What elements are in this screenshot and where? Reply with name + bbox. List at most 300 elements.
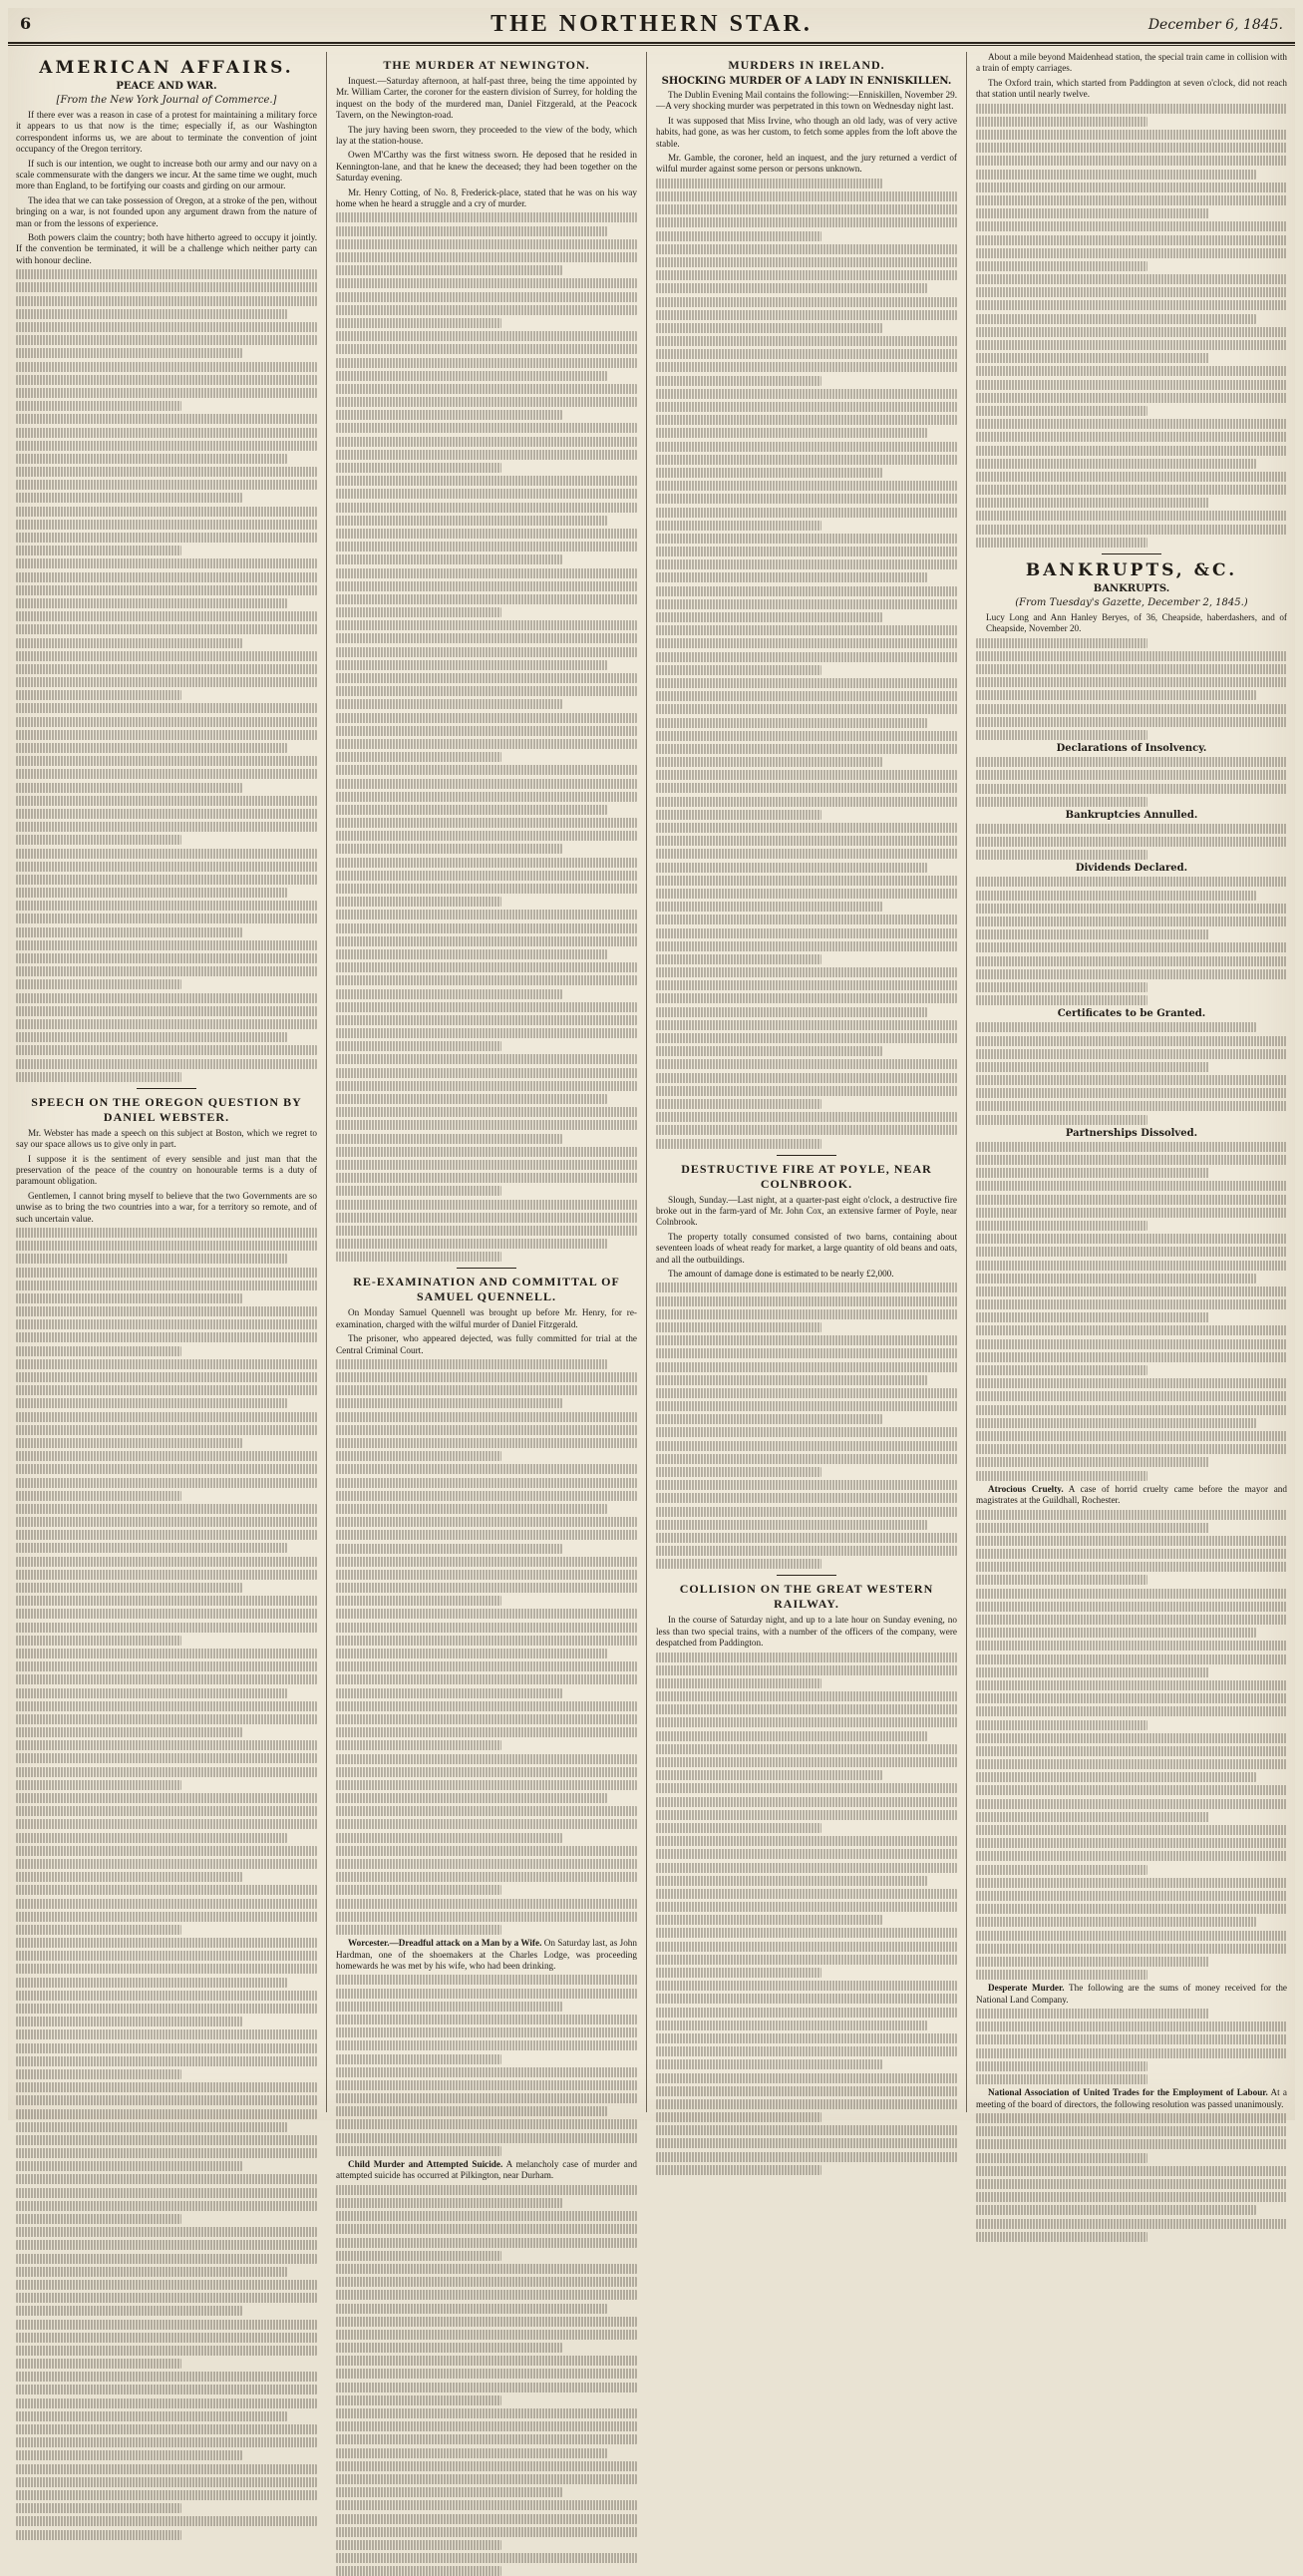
text-line <box>656 1889 957 1899</box>
text-line <box>656 468 882 478</box>
text-line <box>16 966 317 976</box>
text-line <box>976 638 1147 648</box>
article-heading: DESTRUCTIVE FIRE AT POYLE, NEAR COLNBROOK. <box>681 1161 932 1191</box>
text-line <box>336 2383 637 2392</box>
text-line <box>656 1665 957 1675</box>
text-line <box>336 1975 637 1985</box>
paragraph: Mr. Webster has made a speech on this subject at Boston, which we regret to say our space allows us to give only in part. <box>16 1127 317 1150</box>
text-line <box>656 2138 957 2148</box>
text-line <box>336 2146 501 2156</box>
text-line <box>16 2267 287 2277</box>
text-line <box>336 1583 637 1593</box>
text-line <box>336 897 501 907</box>
text-line <box>976 2153 1147 2163</box>
text-line <box>16 1293 242 1303</box>
text-line <box>336 2434 637 2444</box>
paragraph: If such is our intention, we ought to increase both our army and our navy on a scale commensurate with the dangers we incur. At the same time we ought, much more than England, to be fortifying our coasts and girding on our armour. <box>16 158 317 191</box>
text-line <box>976 1838 1287 1848</box>
text-line <box>976 982 1147 992</box>
text-line <box>976 393 1287 403</box>
text-line <box>656 863 927 873</box>
text-line <box>16 1978 287 1988</box>
text-line <box>336 2304 607 2314</box>
paragraph: In the course of Saturday night, and up to a late hour on Sunday evening, no less than two special trains, with a number of the officers of the company, were despatched from Paddington. <box>656 1615 957 1649</box>
article-heading: MURDERS IN IRELAND. <box>728 58 885 72</box>
text-line <box>976 1101 1287 1111</box>
text-line <box>16 2174 317 2184</box>
text-line <box>336 371 607 381</box>
text-line <box>16 2004 317 2014</box>
text-line <box>976 1221 1147 1231</box>
text-line <box>16 1254 287 1264</box>
text-line <box>336 1491 637 1501</box>
text-line <box>16 1306 317 1316</box>
text-line <box>976 1049 1287 1059</box>
text-line <box>976 498 1209 508</box>
paragraph: On Monday Samuel Quennell was brought up before Mr. Henry, for re-examination, charged with the wilful murder of Daniel Fitzgerald. <box>336 1307 637 1329</box>
text-line <box>16 651 317 661</box>
text-line <box>976 1274 1256 1284</box>
text-line <box>336 2514 637 2524</box>
text-line <box>976 2061 1147 2071</box>
column-divider <box>966 52 967 2112</box>
text-line <box>976 1825 1287 1835</box>
text-line <box>976 877 1287 887</box>
text-line <box>16 1425 317 1435</box>
text-line <box>976 904 1287 914</box>
text-line <box>16 1346 181 1356</box>
text-line <box>16 546 181 555</box>
text-line <box>336 278 637 288</box>
text-line <box>336 1912 637 1922</box>
text-line <box>336 1780 637 1790</box>
text-line <box>16 2464 317 2474</box>
text-line <box>976 156 1287 166</box>
paragraph: Slough, Sunday.—Last night, at a quarter-past eight o'clock, a destructive fire broke out in the farm-yard of Mr. John Cox, an extensive farmer of Poyle, near Colnbrook. <box>656 1194 957 1228</box>
text-line <box>16 1596 317 1606</box>
text-line <box>336 1359 607 1369</box>
text-line <box>656 889 957 899</box>
text-line <box>656 2152 957 2162</box>
text-line <box>16 611 317 621</box>
text-line <box>16 690 181 700</box>
text-line <box>336 633 637 643</box>
text-line <box>976 340 1287 350</box>
text-line <box>976 235 1287 245</box>
newspaper-page <box>8 8 1295 2181</box>
text-line <box>336 292 637 302</box>
paragraph <box>976 2087 1287 2110</box>
text-line <box>656 1942 957 1952</box>
text-line <box>16 796 317 806</box>
text-line <box>656 1757 957 1767</box>
list-heading: Dividends Declared. <box>1075 863 1188 875</box>
text-line <box>976 1957 1209 1967</box>
text-line <box>16 1833 287 1843</box>
text-line <box>976 1562 1287 1572</box>
paragraph: I suppose it is the sentiment of every sensible and just man that the preservation of the peace of the country on honourable terms is a duty of paramount obligation. <box>16 1153 317 1187</box>
article-heading: RE-EXAMINATION AND COMMITTAL OF SAMUEL QUENNELL. <box>353 1275 620 1304</box>
text-line <box>656 559 957 569</box>
text-line <box>336 476 637 486</box>
text-line <box>656 1955 957 1965</box>
text-line <box>656 1928 957 1938</box>
text-line <box>16 1006 317 1016</box>
text-line <box>656 941 957 951</box>
text-line <box>336 647 637 657</box>
section-rule <box>457 1268 516 1269</box>
text-line <box>656 1427 957 1437</box>
text-line <box>976 170 1256 180</box>
text-line <box>336 1081 637 1091</box>
section-rule <box>1102 553 1161 554</box>
text-line <box>16 362 317 372</box>
text-line <box>976 538 1147 548</box>
text-line <box>336 2277 637 2287</box>
text-line <box>656 2165 821 2175</box>
text-line <box>16 428 317 438</box>
paragraph: The Oxford train, which started from Paddington at seven o'clock, did not reach that station until nearly twelve. <box>976 77 1287 100</box>
text-line <box>336 1530 637 1540</box>
text-line <box>16 1398 287 1408</box>
text-line <box>656 1493 957 1503</box>
text-line <box>16 979 181 989</box>
text-line <box>336 1041 501 1051</box>
text-line <box>336 2448 607 2458</box>
text-line <box>656 1441 957 1451</box>
text-line <box>336 568 637 578</box>
text-line <box>976 1904 1287 1914</box>
text-line <box>976 717 1287 727</box>
text-line <box>976 2166 1287 2176</box>
text-line <box>656 336 957 346</box>
text-line <box>336 2330 637 2340</box>
text-line <box>336 529 637 539</box>
text-line <box>336 1859 637 1869</box>
text-line <box>656 1731 927 1741</box>
article-subheading: PEACE AND WAR. <box>116 81 217 92</box>
text-line <box>336 1028 637 1038</box>
text-line <box>16 585 317 595</box>
body-text-block <box>336 1975 637 2155</box>
text-line <box>976 1444 1287 1454</box>
text-line <box>976 261 1147 271</box>
text-line <box>16 1478 317 1488</box>
text-line <box>16 2135 317 2145</box>
text-line <box>336 331 637 341</box>
text-line <box>16 467 317 477</box>
text-line <box>656 1454 957 1464</box>
text-line <box>656 1704 957 1714</box>
text-line <box>656 179 882 188</box>
text-line <box>976 891 1256 901</box>
text-line <box>336 581 637 591</box>
section-rule <box>777 1155 836 1156</box>
text-line <box>976 314 1256 324</box>
text-line <box>336 1649 607 1658</box>
text-line <box>336 752 501 762</box>
paragraph: Owen M'Carthy was the first witness sworn. He deposed that he resided in Kennington-lane, and that he knew the deceased; they had been together on the Saturday evening. <box>336 150 637 184</box>
text-line <box>656 1559 821 1569</box>
text-line <box>656 980 957 990</box>
text-line <box>336 2238 637 2248</box>
text-line <box>336 2054 501 2064</box>
text-line <box>16 914 317 923</box>
text-line <box>976 1917 1256 1927</box>
text-line <box>976 117 1147 127</box>
text-line <box>336 1727 637 1737</box>
text-line <box>336 1899 637 1909</box>
text-line <box>336 1925 501 1935</box>
body-text-block <box>976 877 1287 1005</box>
text-line <box>336 1438 637 1448</box>
text-line <box>656 665 821 675</box>
text-line <box>336 1094 607 1104</box>
text-line <box>16 717 317 727</box>
text-line <box>16 1701 317 1711</box>
text-line <box>16 1727 242 1737</box>
text-line <box>336 699 562 709</box>
text-line <box>336 858 637 868</box>
text-line <box>656 2086 957 2096</box>
text-line <box>656 442 957 452</box>
column-4 <box>976 52 1287 2112</box>
text-line <box>336 1793 607 1803</box>
text-line <box>656 1823 821 1833</box>
text-line <box>16 1767 317 1777</box>
text-line <box>976 1746 1287 1756</box>
text-line <box>16 875 317 885</box>
text-line <box>656 415 957 425</box>
text-line <box>16 2333 317 2343</box>
text-line <box>16 2201 317 2211</box>
text-line <box>976 850 1147 860</box>
text-line <box>656 481 957 491</box>
text-line <box>336 542 637 552</box>
text-line <box>16 2437 317 2447</box>
text-line <box>336 1226 637 1236</box>
text-line <box>16 2082 317 2092</box>
text-line <box>976 2179 1287 2189</box>
text-line <box>336 2080 637 2090</box>
text-line <box>976 195 1287 205</box>
text-line <box>976 969 1287 979</box>
text-line <box>16 269 317 279</box>
text-line <box>336 1740 501 1750</box>
text-line <box>656 1836 957 1846</box>
text-line <box>336 2408 637 2418</box>
text-line <box>336 1557 637 1567</box>
item-text: A melancholy case of murder and attempted suicide has occurred at Pilkington, near Durham. <box>336 2159 638 2181</box>
text-line <box>336 2369 637 2379</box>
text-line <box>656 599 957 609</box>
text-line <box>336 2290 637 2300</box>
text-line <box>976 221 1287 231</box>
article-heading: SPEECH ON THE OREGON QUESTION BY DANIEL WEBSTER. <box>31 1094 302 1124</box>
text-line <box>16 1059 317 1069</box>
text-line <box>976 1720 1147 1730</box>
text-line <box>16 2503 181 2513</box>
text-line <box>976 1510 1287 1520</box>
text-line <box>336 1239 607 1249</box>
text-line <box>976 1706 1287 1716</box>
text-line <box>976 300 1287 310</box>
paragraph: If there ever was a reason in case of a protest for maintaining a military force it appears to us that now is the time; especially if, as our Washington correspondent informs us, we are about to terminate the convention of joint occupancy of the Oregon territory. <box>16 110 317 155</box>
text-line <box>976 511 1287 521</box>
text-line <box>976 1471 1147 1481</box>
text-line <box>336 503 637 513</box>
text-line <box>976 1352 1287 1362</box>
text-line <box>656 770 957 780</box>
text-line <box>656 1810 957 1820</box>
text-line <box>336 2198 562 2208</box>
text-line <box>656 2033 957 2043</box>
text-line <box>16 1753 317 1763</box>
text-line <box>976 1641 1287 1651</box>
text-line <box>16 1530 317 1540</box>
text-line <box>336 2093 637 2103</box>
text-line <box>16 940 317 950</box>
paragraph: The jury having been sworn, they proceeded to the view of the body, which lay at the station-house. <box>336 124 637 147</box>
text-line <box>976 770 1287 780</box>
body-text-block <box>976 2009 1287 2084</box>
text-line <box>16 493 242 503</box>
text-line <box>656 876 957 886</box>
text-line <box>336 1160 637 1170</box>
text-line <box>976 1812 1209 1822</box>
list-heading: Declarations of Insolvency. <box>1056 743 1207 755</box>
text-line <box>336 975 637 985</box>
text-line <box>336 305 637 315</box>
text-line <box>976 1589 1287 1599</box>
text-line <box>976 917 1287 926</box>
text-line <box>976 104 1287 114</box>
text-line <box>16 1688 287 1698</box>
text-line <box>656 1876 927 1886</box>
paragraph: It was supposed that Miss Irvine, who though an old lady, was of very active habits, had gone, as was her custom, to fetch some apples from the loft above the stable. <box>656 115 957 149</box>
text-line <box>976 327 1287 337</box>
text-line <box>336 1596 501 1606</box>
text-line <box>336 936 637 946</box>
text-line <box>656 1020 957 1030</box>
text-line <box>656 652 957 662</box>
text-line <box>336 410 562 420</box>
text-line <box>656 1099 821 1109</box>
text-line <box>336 989 562 999</box>
text-line <box>976 287 1287 297</box>
paragraph <box>336 2159 637 2182</box>
text-line <box>16 1045 317 1055</box>
paragraph <box>976 1484 1287 1507</box>
text-line <box>976 2022 1287 2031</box>
item-heading: Desperate Murder. <box>988 1983 1065 1994</box>
text-line <box>976 208 1209 218</box>
text-line <box>656 704 957 714</box>
text-line <box>16 2385 317 2394</box>
text-line <box>336 2553 637 2563</box>
text-line <box>976 2232 1147 2242</box>
text-line <box>656 1059 957 1069</box>
text-line <box>976 1655 1287 1664</box>
text-line <box>16 1872 242 1882</box>
text-line <box>16 2516 317 2526</box>
text-line <box>656 1507 957 1517</box>
text-line <box>656 797 957 807</box>
text-line <box>16 572 317 582</box>
text-line <box>16 2293 317 2303</box>
text-line <box>16 2477 317 2487</box>
text-line <box>336 1754 637 1764</box>
text-line <box>656 2073 957 2083</box>
text-line <box>16 1319 317 1329</box>
text-line <box>656 1322 821 1332</box>
text-line <box>976 1891 1287 1901</box>
text-line <box>16 2280 317 2290</box>
text-line <box>336 1252 501 1262</box>
text-line <box>336 226 607 236</box>
item-heading: Child Murder and Attempted Suicide. <box>348 2159 503 2169</box>
text-line <box>336 397 637 407</box>
text-line <box>16 1623 317 1633</box>
text-line <box>336 910 637 920</box>
text-line <box>336 437 637 447</box>
text-line <box>336 212 637 222</box>
paragraph: About a mile beyond Maidenhead station, the special train came in collision with a train of empty carriages. <box>976 52 1287 74</box>
text-line <box>16 677 317 687</box>
text-line <box>976 784 1287 794</box>
text-line <box>336 1213 637 1223</box>
text-line <box>16 849 317 859</box>
text-line <box>16 480 317 490</box>
text-line <box>656 967 957 977</box>
text-line <box>16 769 317 779</box>
text-line <box>336 1661 637 1671</box>
text-line <box>336 2343 562 2353</box>
text-line <box>16 2017 242 2026</box>
text-line <box>16 520 317 530</box>
text-line <box>336 2395 501 2405</box>
paragraph: Mr. Henry Cotting, of No. 8, Frederick-place, stated that he was on his way home when he heard a struggle and a cry of murder. <box>336 186 637 209</box>
text-line <box>976 1851 1287 1861</box>
paragraph: Both powers claim the country; both have hitherto agreed to occupy it jointly. If the convention be terminated, it will be a challenge which neither party can with honour decline. <box>16 232 317 265</box>
list-heading: Partnerships Dissolved. <box>1065 1127 1198 1139</box>
text-line <box>16 2161 242 2171</box>
text-line <box>336 1464 637 1474</box>
text-line <box>976 274 1287 284</box>
article-subheading: SHOCKING MURDER OF A LADY IN ENNISKILLEN. <box>661 76 952 87</box>
text-line <box>976 1431 1287 1441</box>
text-line <box>336 1134 562 1144</box>
text-line <box>336 831 637 841</box>
text-line <box>16 1451 317 1461</box>
text-line <box>976 406 1147 416</box>
text-line <box>336 2040 637 2050</box>
text-line <box>336 2474 637 2484</box>
text-line <box>16 1991 317 2001</box>
text-line <box>976 690 1256 700</box>
text-line <box>16 2214 181 2224</box>
text-line <box>976 1680 1287 1690</box>
text-line <box>976 2048 1287 2058</box>
text-line <box>16 2306 242 2316</box>
body-text-block <box>976 2113 1287 2242</box>
text-line <box>336 739 637 749</box>
text-line <box>656 744 957 754</box>
text-line <box>976 2192 1287 2202</box>
masthead <box>8 8 1295 44</box>
text-line <box>336 1636 637 1646</box>
body-text-block <box>16 1228 317 2540</box>
